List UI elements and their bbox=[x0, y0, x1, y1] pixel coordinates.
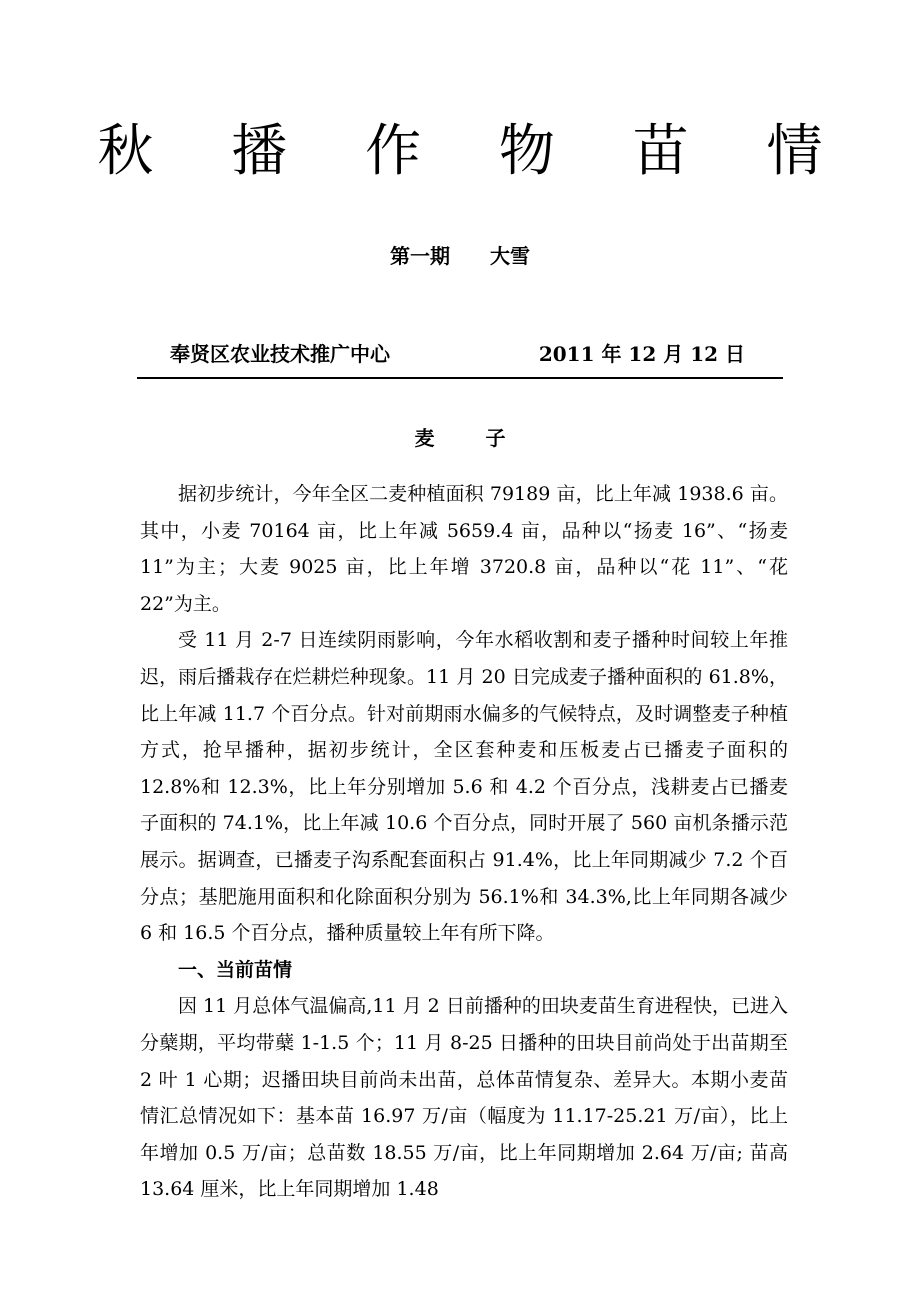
document-title: 秋 播 作 物 苗 情 bbox=[97, 119, 853, 184]
header-divider bbox=[137, 377, 783, 379]
issue-number: 第一期 bbox=[390, 244, 450, 268]
issue-line bbox=[0, 240, 920, 272]
paragraph: 受 11 月 2-7 日连续阴雨影响，今年水稻收割和麦子播种时间较上年推迟，雨后播栽存在烂耕烂种现象。11 月 20 日完成麦子播种面积的 61.8%，比上年减 11.7 个百分点。针对前期雨水偏多的气候特点，及时调整麦子种植方式，抢早播种，据初步统计，全区套种麦和压板麦占已播麦子面积的 12.8%和 12.3%，比上年分别增加 5.6 和 4.2 个百分点，浅耕麦占已播麦子面积的 74.1%，比上年减 10.6 个百分点，同时开展了 560 亩机条播示范展示。据调查，已播麦子沟系配套面积占 91.4%，比上年同期减少 7.2 个百分点；基肥施用面积和化除面积分别为 56.1%和 34.3%,比上年同期各减少 6 和 16.5 个百分点，播种质量较上年有所下降。 bbox=[140, 629, 788, 945]
paragraph: 因 11 月总体气温偏高,11 月 2 日前播种的田块麦苗生育进程快，已进入分蘖期，平均带蘖 1-1.5 个；11 月 8-25 日播种的田块目前尚处于出苗期至 2 叶 1 心期；迟播田块目前尚未出苗，总体苗情复杂、差异大。本期小麦苗情汇总情况如下：基本苗 16.97 万/亩（幅度为 11.17-25.21 万/亩），比上年增加 0.5 万/亩；总苗数 18.55 万/亩，比上年同期增加 2.64 万/亩; 苗高 13.64 厘米，比上年同期增加 1.48 bbox=[140, 995, 788, 1201]
section-title: 麦 子 bbox=[414, 426, 528, 450]
solar-term: 大雪 bbox=[490, 244, 530, 268]
body-text bbox=[140, 476, 788, 1208]
publisher-line bbox=[170, 336, 745, 372]
publish-date: 2011 年 12 月 12 日 bbox=[538, 342, 745, 366]
organization-name: 奉贤区农业技术推广中心 bbox=[170, 342, 390, 366]
subheading: 一、当前苗情 bbox=[178, 958, 293, 981]
paragraph: 据初步统计，今年全区二麦种植面积 79189 亩，比上年减 1938.6 亩。其中，小麦 70164 亩，比上年减 5659.4 亩，品种以“扬麦 16”、“扬麦 11”为主；大麦 9025 亩，比上年增 3720.8 亩，品种以“花 11”、“花 22”为主。 bbox=[140, 483, 788, 615]
